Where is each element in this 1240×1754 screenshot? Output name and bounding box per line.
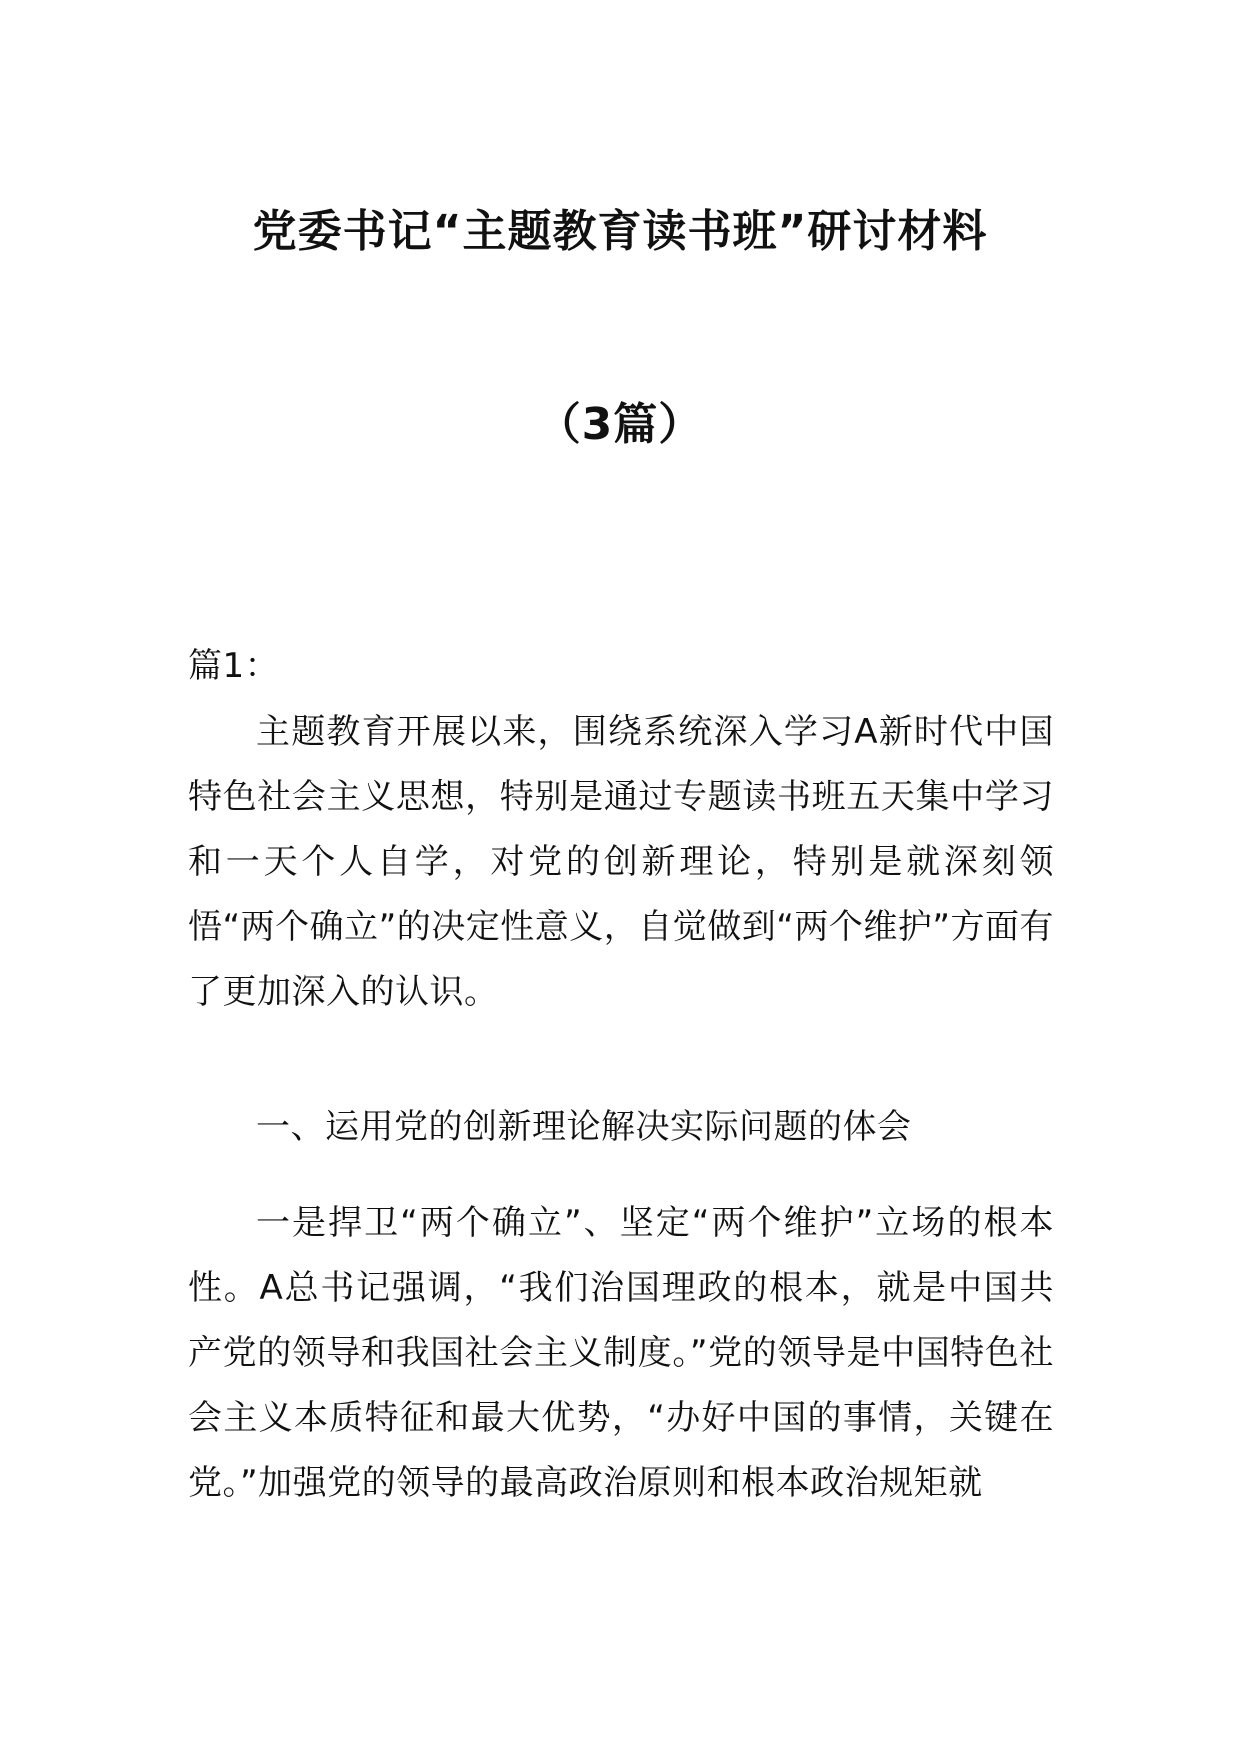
body-paragraph-container: [188, 1191, 1054, 1516]
document-title: 党委书记“主题教育读书班”研讨材料: [252, 206, 988, 257]
intro-paragraph: 主题教育开展以来，围绕系统深入学习A新时代中国特色社会主义思想，特别是通过专题读书班五天集中学习和一天个人自学，对党的创新理论，特别是就深刻领悟“两个确立”的决定性意义，自觉做到“两个维护”方面有了更加深入的认识。: [188, 712, 1054, 1012]
section-label-container: [188, 634, 1054, 699]
section-label: 篇1：: [188, 646, 280, 686]
section-heading-container: [188, 1095, 1054, 1160]
body-paragraph: 一是捍卫“两个确立”、坚定“两个维护”立场的根本性。A总书记强调，“我们治国理政的根本，就是中国共产党的领导和我国社会主义制度。”党的领导是中国特色社会主义本质特征和最大优势，“办好中国的事情，关键在党。”加强党的领导的最高政治原则和根本政治规矩就: [188, 1203, 1054, 1503]
section-heading: 一、运用党的创新理论解决实际问题的体会: [256, 1107, 912, 1147]
document-subtitle: （3篇）: [536, 399, 704, 450]
intro-paragraph-container: [188, 700, 1054, 1025]
